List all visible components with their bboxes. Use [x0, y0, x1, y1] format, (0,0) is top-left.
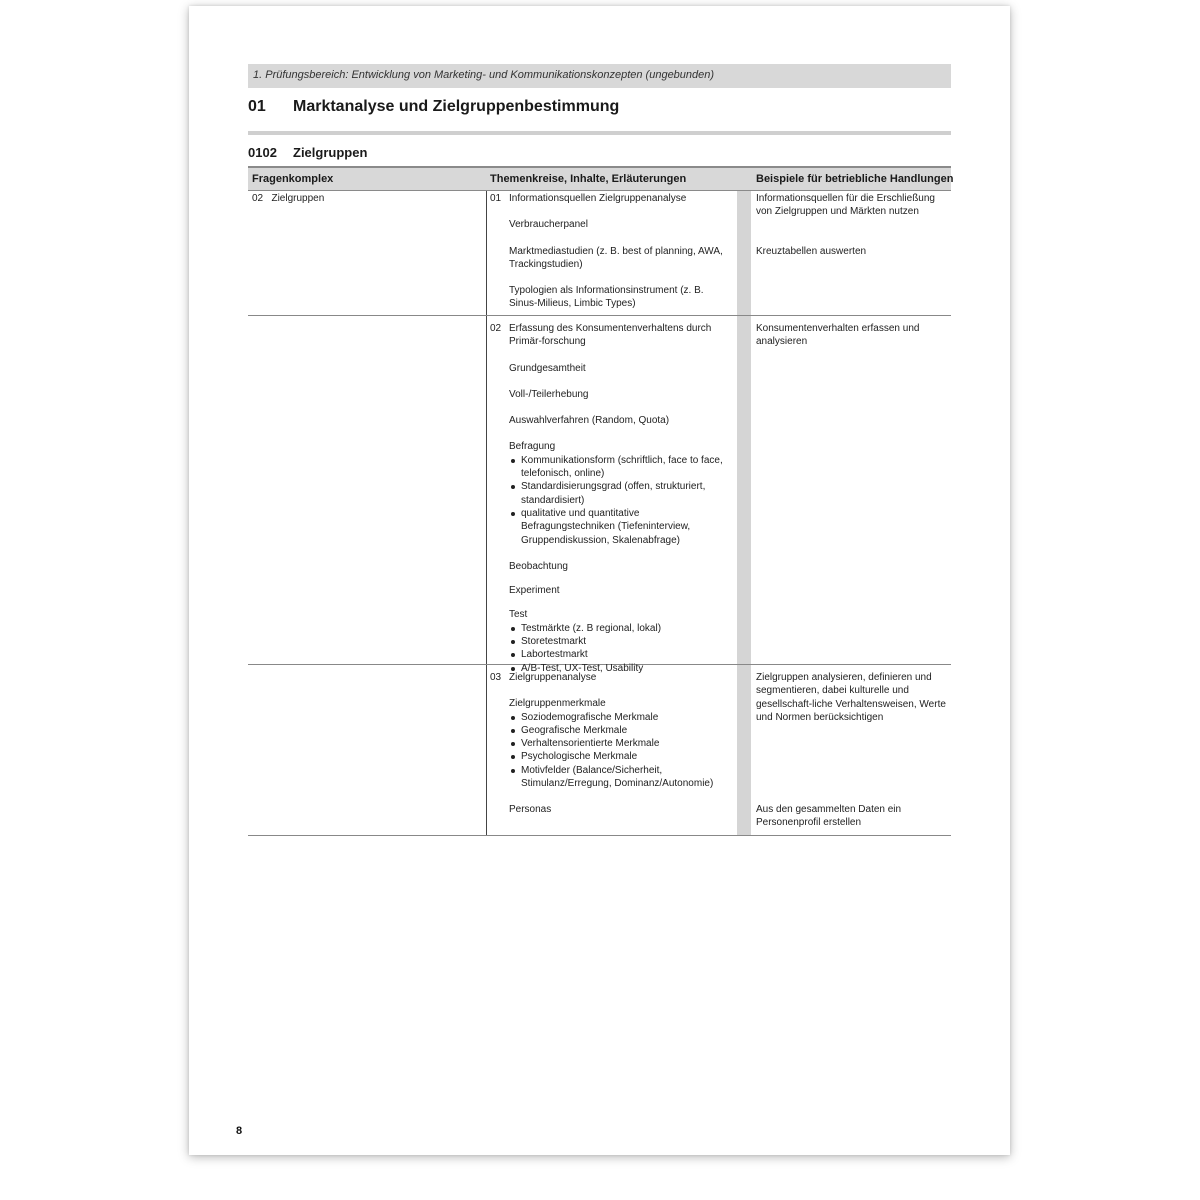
- fragenkomplex-cell: [252, 192, 324, 205]
- row-3-example: Aus den gesammelten Daten ein Personenprofil erstellen: [756, 804, 902, 829]
- list-item: Testmärkte (z. B regional, lokal): [509, 622, 734, 635]
- row-3-example: Zielgruppen analysieren, definieren und segmentieren, dabei kulturelle und gesellschaft-liche Verhaltensweisen, Werte und Normen berücksichtigen: [756, 672, 946, 723]
- list-item: Geografische Merkmale: [509, 724, 734, 737]
- test-list: [509, 622, 734, 675]
- personas-label: Personas: [509, 804, 552, 816]
- list-item: Motivfelder (Balance/Sicherheit, Stimulanz/Erregung, Dominanz/Autonomie): [509, 764, 734, 791]
- list-item: Storetestmarkt: [509, 635, 734, 648]
- table-bottom-rule: [248, 835, 951, 836]
- row-2-item: Grundgesamtheit: [509, 362, 586, 374]
- row-2-number: 02: [490, 323, 502, 334]
- row-2-title: Erfassung des Konsumentenverhaltens durch Primär-forschung: [509, 323, 712, 348]
- chapter-number: 01: [248, 98, 266, 115]
- row-2-examples: [756, 322, 951, 349]
- row-2-item: Experiment: [509, 585, 560, 597]
- list-item: A/B-Test, UX-Test, Usability: [509, 662, 734, 675]
- list-item: Psychologische Merkmale: [509, 750, 734, 763]
- list-item: Kommunikationsform (schriftlich, face to face, telefonisch, online): [509, 454, 734, 481]
- exam-area-banner: 1. Prüfungsbereich: Entwicklung von Marketing- und Kommunikationskonzepten (ungebunden): [248, 64, 951, 88]
- befragung-label: Befragung: [509, 441, 556, 453]
- list-item: Soziodemografische Merkmale: [509, 711, 734, 724]
- merkmale-label: Zielgruppenmerkmale: [509, 698, 606, 710]
- section-number: 0102: [248, 145, 277, 160]
- chapter-divider: [248, 131, 951, 135]
- row-2-item: Beobachtung: [509, 560, 568, 572]
- befragung-list: [509, 454, 734, 547]
- row-1-item: Marktmediastudien (z. B. best of planning, AWA, Trackingstudien): [509, 245, 723, 270]
- header-fragenkomplex: Fragenkomplex: [252, 173, 334, 185]
- section-heading: [248, 145, 367, 160]
- row-2-item: Auswahlverfahren (Random, Quota): [509, 415, 670, 427]
- gray-band-row-3: [737, 665, 751, 835]
- fragenkomplex-label: Zielgruppen: [271, 193, 325, 204]
- table-header: [248, 168, 954, 190]
- row-2-example: Konsumentenverhalten erfassen und analysieren: [756, 323, 920, 348]
- list-item: Verhaltensorientierte Merkmale: [509, 737, 734, 750]
- page-number: 8: [236, 1125, 243, 1137]
- row-3-examples: [756, 671, 951, 829]
- row-1-number: 01: [490, 193, 502, 204]
- table-header-bottom-rule: [248, 190, 951, 191]
- row-1-example: Kreuztabellen auswerten: [756, 245, 867, 257]
- merkmale-list: [509, 711, 734, 791]
- row-3-number: 03: [490, 672, 502, 683]
- test-label: Test: [509, 609, 528, 621]
- section-title: Zielgruppen: [293, 145, 368, 160]
- chapter-heading: [248, 98, 619, 116]
- list-item: Labortestmarkt: [509, 648, 734, 661]
- row-3-title: Zielgruppenanalyse: [509, 672, 597, 683]
- row-1-examples: [756, 192, 951, 258]
- column-separator: [486, 191, 487, 835]
- row-1-example: Informationsquellen für die Erschließung von Zielgruppen und Märkten nutzen: [756, 193, 935, 218]
- chapter-title: Marktanalyse und Zielgruppenbestimmung: [293, 98, 620, 115]
- row-1-item: Verbraucherpanel: [509, 219, 588, 231]
- fragenkomplex-number: 02: [252, 193, 264, 204]
- document-page: [189, 6, 1010, 1155]
- row-2-item: Voll-/Teilerhebung: [509, 388, 589, 400]
- gray-band-row-2: [737, 316, 751, 664]
- header-themenkreise: Themenkreise, Inhalte, Erläuterungen: [490, 173, 687, 185]
- row-1-content: [490, 192, 740, 312]
- list-item: qualitative und quantitative Befragungstechniken (Tiefeninterview, Gruppendiskussion, Skalenabfrage): [509, 507, 734, 547]
- header-beispiele: Beispiele für betriebliche Handlungen: [756, 173, 954, 185]
- row-1-item: Typologien als Informationsinstrument (z. B. Sinus-Milieus, Limbic Types): [509, 285, 704, 310]
- row-1-title: Informationsquellen Zielgruppenanalyse: [509, 193, 687, 204]
- row-divider-1: [248, 315, 951, 316]
- list-item: Standardisierungsgrad (offen, strukturiert, standardisiert): [509, 480, 734, 507]
